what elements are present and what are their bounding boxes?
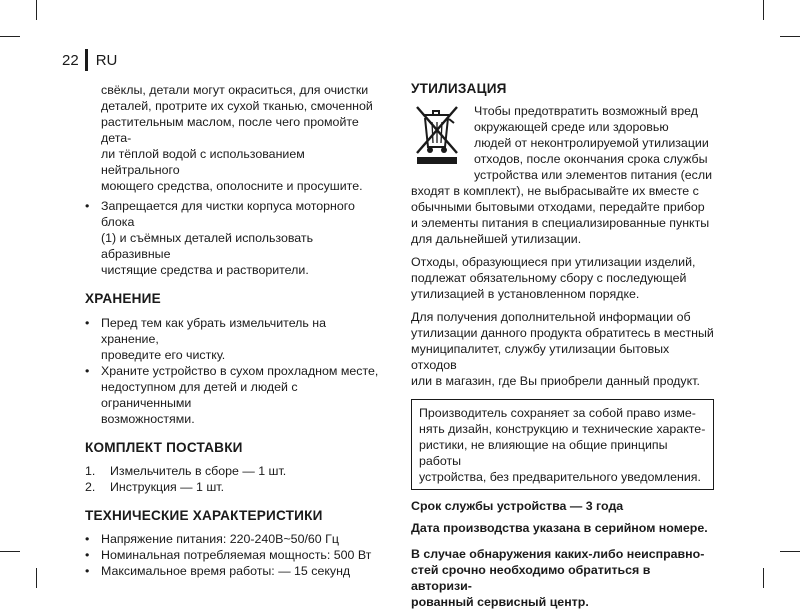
cleaning-continuation — [85, 82, 385, 194]
disposal-text-full — [411, 183, 714, 247]
text-line: свёклы, детали могут окраситься, для очистки — [101, 83, 369, 97]
list-text: Измельчитель в сборе — 1 шт. — [110, 464, 287, 478]
crossed-out-wheelie-bin-icon — [411, 103, 463, 165]
list-text: Номинальная потребляемая мощность: 500 Вт — [101, 548, 372, 562]
list-item — [85, 363, 385, 427]
text-line: Чтобы предотвратить возможный вред — [474, 104, 699, 118]
crop-mark — [763, 0, 764, 20]
list-item — [85, 315, 385, 363]
text-line: нять дизайн, конструкцию и технические характе- — [419, 422, 706, 436]
package-list — [85, 463, 385, 495]
service-life: Срок службы устройства — 3 года — [411, 499, 624, 513]
text-line: людей от неконтролируемой утилизации — [474, 136, 709, 150]
text-line: недоступном для детей и людей с ограниченными — [101, 380, 298, 410]
text-line: отходов, после окончания срока службы — [474, 152, 708, 166]
disposal-block — [411, 103, 714, 247]
page-number: 22 — [62, 51, 79, 69]
text-line: (1) и съёмных деталей использовать абразивные — [101, 231, 314, 261]
list-number: 1. — [85, 464, 96, 478]
list-item — [85, 463, 385, 479]
section-title-disposal: УТИЛИЗАЦИЯ — [411, 81, 507, 96]
bullet-mark: • — [85, 564, 90, 578]
text-line: Отходы, образующиеся при утилизации изделий, — [411, 255, 696, 269]
crop-mark — [36, 568, 37, 588]
list-item — [85, 563, 385, 579]
disposal-paragraph-2 — [411, 254, 714, 302]
text-line: деталей, протрите их сухой тканью, смоченной — [101, 99, 373, 113]
list-text: Инструкция — 1 шт. — [110, 480, 225, 494]
right-column — [411, 80, 714, 610]
language-label: RU — [95, 51, 118, 69]
text-line: или в магазин, где Вы приобрели данный продукт. — [411, 374, 700, 388]
list-number: 2. — [85, 480, 96, 494]
text-line: обычными бытовыми отходами, передайте прибор — [411, 200, 705, 214]
crop-mark — [780, 551, 800, 552]
text-line: утилизацией в установленном порядке. — [411, 287, 640, 301]
crop-mark — [0, 36, 20, 37]
section-title-specs: ТЕХНИЧЕСКИЕ ХАРАКТЕРИСТИКИ — [85, 508, 323, 523]
bullet-mark: • — [85, 316, 90, 330]
production-date-note: Дата производства указана в серийном номере. — [411, 521, 708, 535]
crop-mark — [36, 0, 37, 20]
text-line: растительным маслом, после чего промойте дета- — [101, 115, 359, 145]
manufacturer-notice-box — [411, 399, 714, 490]
left-column — [85, 82, 385, 579]
list-item — [85, 198, 385, 278]
list-item — [85, 479, 385, 495]
crop-mark — [763, 568, 764, 588]
text-line: ристики, не влияющие на общие принципы работы — [419, 438, 668, 468]
bullet-mark: • — [85, 199, 90, 213]
list-text: Максимальное время работы: — 15 секунд — [101, 564, 351, 578]
text-line: окружающей среде или здоровью — [474, 120, 669, 134]
text-line: Производитель сохраняет за собой право изме- — [419, 406, 696, 420]
text-line: и элементы питания в специализированные пункты — [411, 216, 710, 230]
list-item — [85, 531, 385, 547]
text-line: В случае обнаружения каких-либо неисправно- — [411, 547, 705, 561]
text-line: входят в комплект), не выбрасывайте их вместе с — [411, 184, 699, 198]
storage-list — [85, 315, 385, 427]
text-line: утилизации данного продукта обратитесь в местный — [411, 326, 714, 340]
section-title-storage: ХРАНЕНИЕ — [85, 291, 161, 306]
text-line: возможностями. — [101, 412, 195, 426]
text-line: стей срочно необходимо обратиться в авторизи- — [411, 563, 651, 593]
text-line: рованный сервисный центр. — [411, 595, 589, 609]
text-line: Запрещается для чистки корпуса моторного блока — [101, 199, 355, 229]
crop-mark — [0, 551, 20, 552]
crop-mark — [780, 36, 800, 37]
text-line: Перед тем как убрать измельчитель на хранение, — [101, 316, 327, 346]
text-line: моющего средства, ополосните и просушите. — [101, 179, 363, 193]
bullet-mark: • — [85, 532, 90, 546]
list-item — [85, 547, 385, 563]
text-line: проведите его чистку. — [101, 348, 226, 362]
bullet-mark: • — [85, 548, 90, 562]
text-line: устройства, без предварительного уведомления. — [419, 470, 701, 484]
list-text: Напряжение питания: 220-240В~50/60 Гц — [101, 532, 339, 546]
page-header — [62, 49, 117, 71]
specs-list — [85, 531, 385, 579]
section-title-package: КОМПЛЕКТ ПОСТАВКИ — [85, 440, 243, 455]
text-line: устройства или элементов питания (если — [474, 168, 713, 182]
text-line: чистящие средства и растворители. — [101, 263, 309, 277]
text-line: ли тёплой водой с использованием нейтрального — [101, 147, 305, 177]
text-line: Для получения дополнительной информации об — [411, 310, 691, 324]
text-line: для дальнейшей утилизации. — [411, 232, 582, 246]
disposal-paragraph-3 — [411, 309, 714, 389]
text-line: муниципалитет, службу утилизации бытовых отходов — [411, 342, 670, 372]
text-line: Храните устройство в сухом прохладном месте, — [101, 364, 379, 378]
header-divider — [85, 49, 88, 71]
warranty-note — [411, 546, 714, 610]
text-line: подлежат обязательному сбору с последующей — [411, 271, 687, 285]
bullet-mark: • — [85, 364, 90, 378]
